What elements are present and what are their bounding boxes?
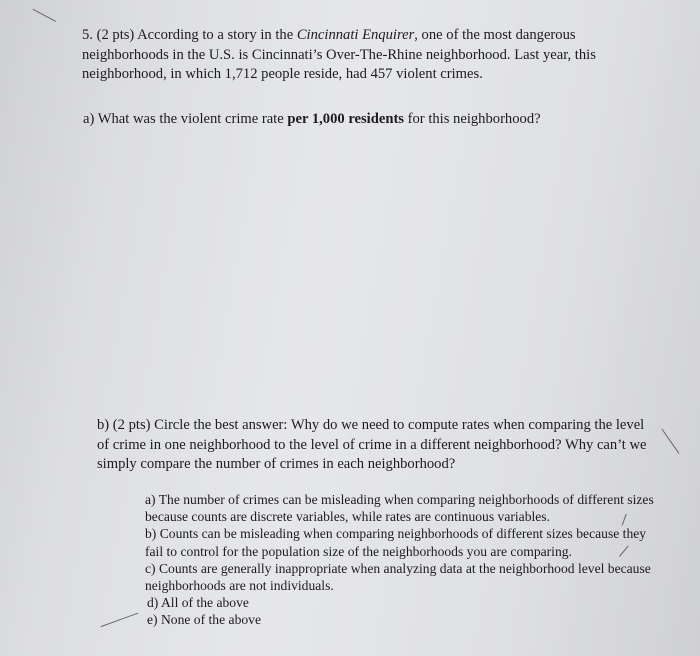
part-a-bold: per 1,000 residents	[287, 111, 404, 127]
pen-mark-right	[661, 416, 697, 454]
part-a-suffix: for this neighborhood?	[404, 111, 541, 127]
choice-e[interactable]: e) None of the above	[147, 612, 261, 628]
part-a-question	[83, 110, 643, 130]
question-5-body: , one of the most dangerous neighborhoods in the U.S. is Cincinnati’s Over-The-Rhine neighborhood. Last year, this neighborhood, in which 1,712 people reside, had 457 violent crimes.	[82, 27, 596, 82]
choice-a[interactable]: a) The number of crimes can be misleading when comparing neighborhoods of different sizes because counts are discrete variables, while rates are continuous variables.	[145, 492, 654, 525]
answer-choices	[145, 491, 665, 629]
pen-mark-bottom-left	[94, 594, 139, 627]
question-5-lead: 5. (2 pts) According to a story in the	[82, 27, 297, 43]
part-b-question: b) (2 pts) Circle the best answer: Why do we need to compute rates when comparing the level of crime in one neighborhood to the level of crime in a different neighborhood? Why can’t we simply compare the number of crimes in each neighborhood?	[97, 417, 647, 472]
part-a-prefix: a) What was the violent crime rate	[83, 111, 288, 127]
pen-mark-top-left	[26, 9, 56, 34]
choice-b[interactable]: b) Counts can be misleading when comparing neighborhoods of different sizes because they fail to control for the population size of the neighborhoods you are comparing.	[145, 526, 647, 559]
newspaper-title: Cincinnati Enquirer	[296, 27, 415, 43]
choice-d[interactable]: d) All of the above	[147, 595, 249, 611]
question-5-intro	[82, 26, 642, 85]
choice-c[interactable]: c) Counts are generally inappropriate when analyzing data at the neighborhood level because neighborhoods are not individuals.	[145, 560, 651, 594]
